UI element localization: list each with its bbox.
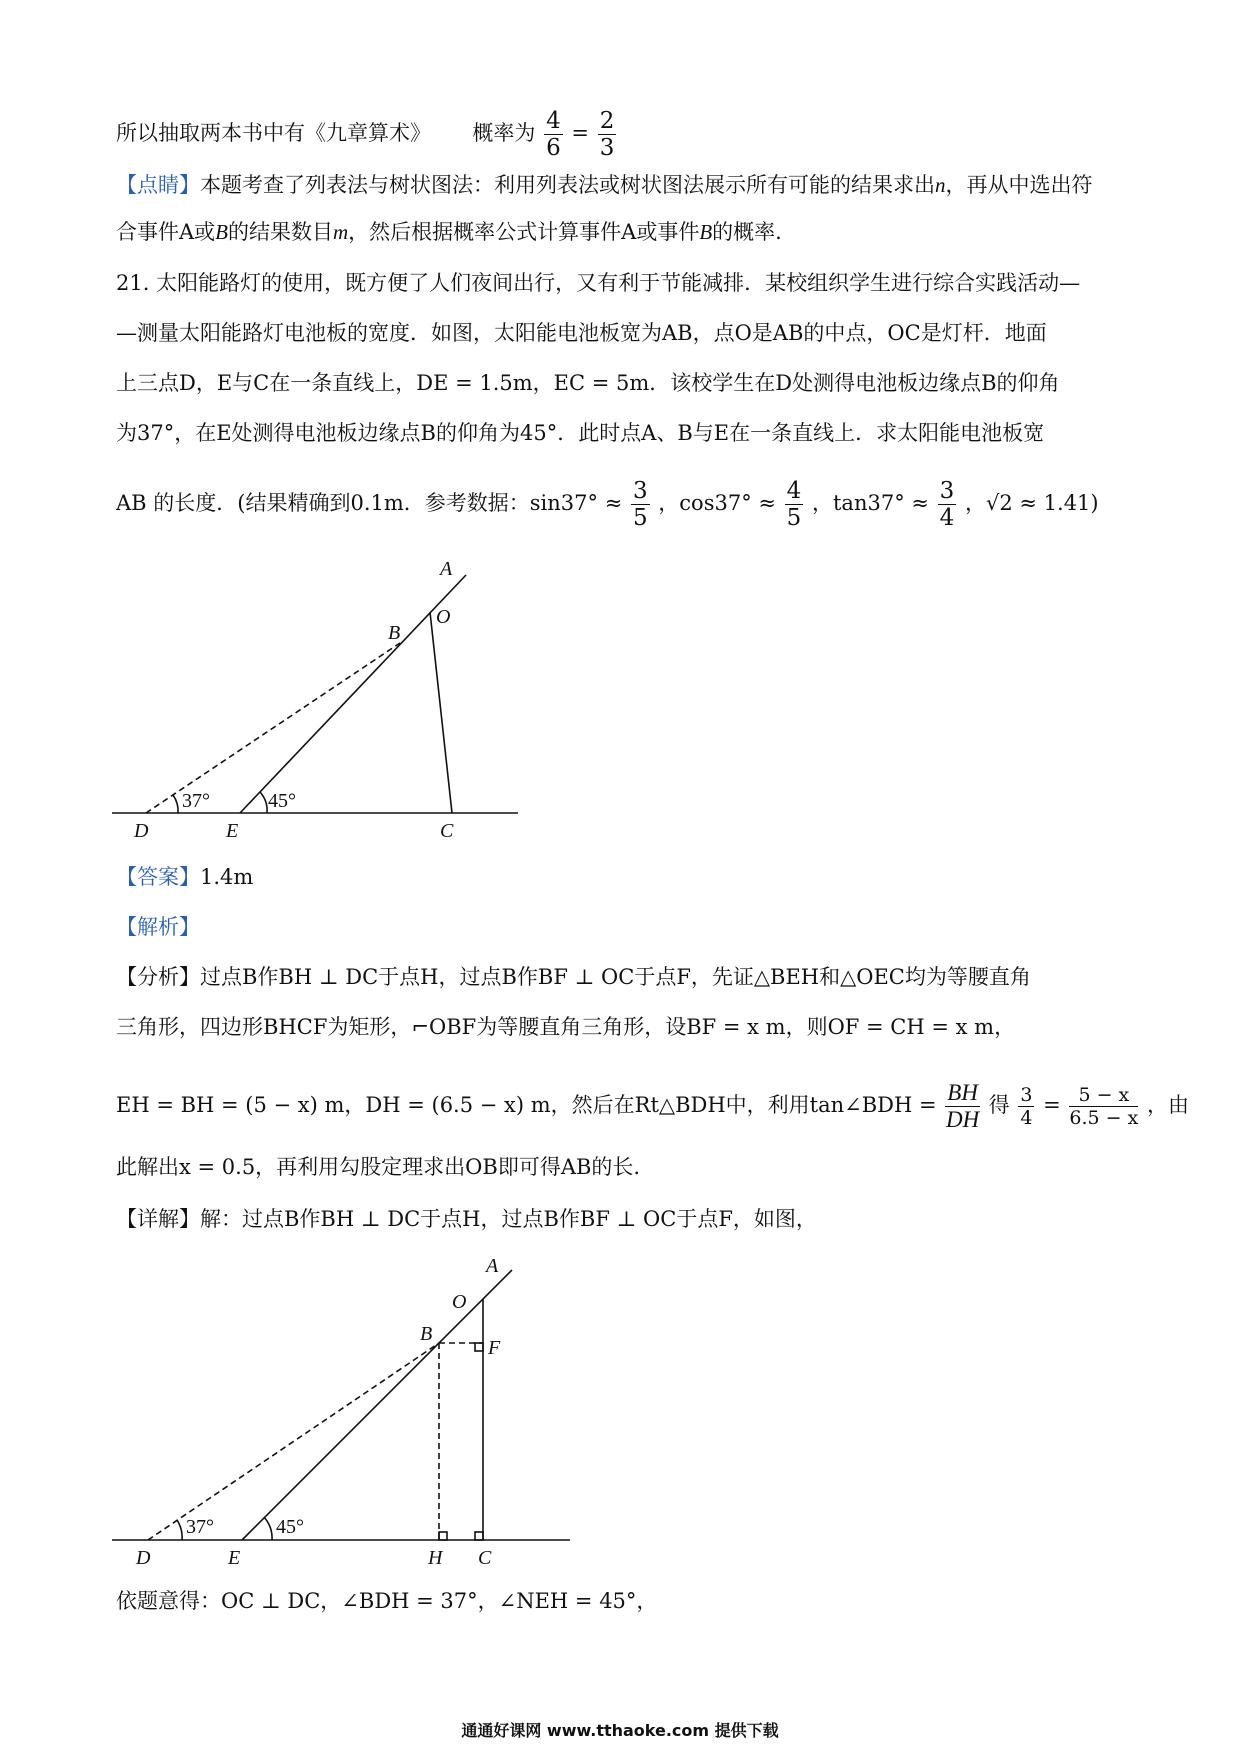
- condition-line: 依题意得：OC ⊥ DC，∠BDH = 37°，∠NEH = 45°，: [116, 1589, 658, 1613]
- question-line: —测量太阳能路灯电池板的宽度．如图，太阳能电池板宽为AB，点O是AB的中点，OC是灯杆．地面: [116, 321, 1047, 345]
- text-segment: ，由: [1147, 1093, 1190, 1117]
- label-B: B: [388, 622, 401, 644]
- analysis-line-formula: [116, 1080, 1189, 1133]
- question-line: 上三点D，E与C在一条直线上，DE = 1.5m，EC = 5m．该校学生在D处测得电池板边缘点B的仰角: [116, 371, 1060, 395]
- fraction: $\frac{3}{4}$: [1020, 1084, 1033, 1129]
- line-EA: [240, 575, 466, 813]
- label-B: B: [420, 1323, 433, 1345]
- fraction: $\frac{BH}{DH}$: [945, 1080, 980, 1132]
- question-line: 21. 太阳能路灯的使用，既方便了人们夜间出行，又有利于节能减排．某校组织学生进行综合实践活动—: [116, 271, 1081, 295]
- text-segment: ，√2 ≈ 1.41): [964, 491, 1099, 515]
- variable: B: [699, 220, 713, 244]
- label-H: H: [428, 1547, 443, 1568]
- label-E: E: [228, 1547, 241, 1568]
- probability-line: [116, 108, 618, 161]
- dashed-DB: [146, 643, 400, 813]
- section-tag: 【点睛】: [116, 173, 200, 197]
- label-A: A: [486, 1255, 499, 1277]
- angle-arc-45: [260, 792, 267, 813]
- fraction: $\frac{2}{3}$: [599, 108, 615, 161]
- geometry-figure-1: [100, 555, 530, 845]
- fraction: $\frac{4}{5}$: [786, 478, 802, 531]
- analysis-line: 三角形，四边形BHCF为矩形，⌐OBF为等腰直角三角形，设BF = x m，则OF = CH = x m，: [116, 1015, 1016, 1039]
- answer-line: [116, 862, 253, 892]
- line-EA: [242, 1270, 512, 1540]
- text-segment: 的概率.: [712, 220, 782, 244]
- section-tag-jiexi: 【解析】: [116, 915, 200, 939]
- text-segment: 合事件A或: [116, 220, 216, 244]
- label-A: A: [440, 558, 453, 580]
- right-angle-C: [475, 1532, 483, 1540]
- fraction: $\frac{3}{4}$: [939, 478, 955, 531]
- text-segment: 所以抽取两本书中有《九章算术》: [116, 121, 431, 145]
- text-segment: AB 的长度．(结果精确到0.1m．参考数据：sin37° ≈: [116, 491, 629, 515]
- variable: B: [215, 220, 228, 244]
- angle-arc-37: [177, 1520, 182, 1540]
- angle-label-37: 37°: [182, 790, 210, 812]
- dianjing-line: [116, 170, 1093, 200]
- label-D: D: [136, 1547, 151, 1568]
- answer-value: 1.4m: [200, 865, 254, 889]
- analysis-line: 此解出x = 0.5，再利用勾股定理求出OB即可得AB的长.: [116, 1155, 641, 1179]
- question-line-reference: [116, 478, 1099, 531]
- text-segment: 得: [988, 1093, 1010, 1117]
- variable: m: [333, 220, 349, 244]
- pole-OC: [430, 612, 452, 813]
- angle-arc-37: [173, 795, 178, 813]
- equals-sign: =: [1043, 1093, 1061, 1117]
- label-O: O: [452, 1291, 467, 1313]
- angle-label-45: 45°: [276, 1516, 304, 1538]
- text-segment: ，cos37° ≈: [658, 491, 783, 515]
- label-O: O: [436, 606, 451, 628]
- page-footer: 通通好课网 www.tthaoke.com 提供下载: [461, 1721, 779, 1740]
- geometry-figure-2: [100, 1248, 580, 1568]
- fraction: $\frac{5 - x}{6.5 - x}$: [1069, 1084, 1139, 1129]
- analysis-line: 【分析】过点B作BH ⊥ DC于点H，过点B作BF ⊥ OC于点F，先证△BEH和△OEC均为等腰直角: [116, 965, 1031, 989]
- label-C: C: [478, 1547, 492, 1568]
- label-E: E: [226, 820, 239, 842]
- angle-label-45: 45°: [268, 790, 296, 812]
- text-segment: ，然后根据概率公式计算事件A或事件: [348, 220, 700, 244]
- angle-label-37: 37°: [186, 1516, 214, 1538]
- label-C: C: [440, 820, 454, 842]
- text-segment: EH = BH = (5 − x) m，DH = (6.5 − x) m，然后在Rt△BDH中，利用tan∠BDH =: [116, 1093, 944, 1117]
- right-angle-F: [475, 1343, 483, 1351]
- solution-line: 【详解】解：过点B作BH ⊥ DC于点H，过点B作BF ⊥ OC于点F，如图，: [116, 1207, 817, 1231]
- equals-sign: =: [571, 121, 589, 145]
- variable: n: [935, 173, 946, 197]
- text-segment: ，tan37° ≈: [811, 491, 936, 515]
- text-segment: 概率为: [472, 121, 536, 145]
- angle-arc-45: [264, 1517, 272, 1540]
- label-F: F: [488, 1337, 501, 1359]
- text-segment: 本题考查了列表法与树状图法：利用列表法或树状图法展示所有可能的结果求出: [200, 173, 935, 197]
- fraction: $\frac{3}{5}$: [632, 478, 648, 531]
- fraction: $\frac{4}{6}$: [546, 108, 561, 161]
- text-segment: ，再从中选出符: [945, 173, 1093, 197]
- section-tag: 【答案】: [116, 865, 200, 889]
- label-D: D: [134, 820, 149, 842]
- dianjing-line-2: [116, 217, 782, 247]
- dashed-DB: [148, 1343, 439, 1540]
- question-line: 为37°，在E处测得电池板边缘点B的仰角为45°．此时点A、B与E在一条直线上．求太阳能电池板宽: [116, 421, 1045, 445]
- right-angle-H: [439, 1532, 447, 1540]
- text-segment: 的结果数目: [228, 220, 333, 244]
